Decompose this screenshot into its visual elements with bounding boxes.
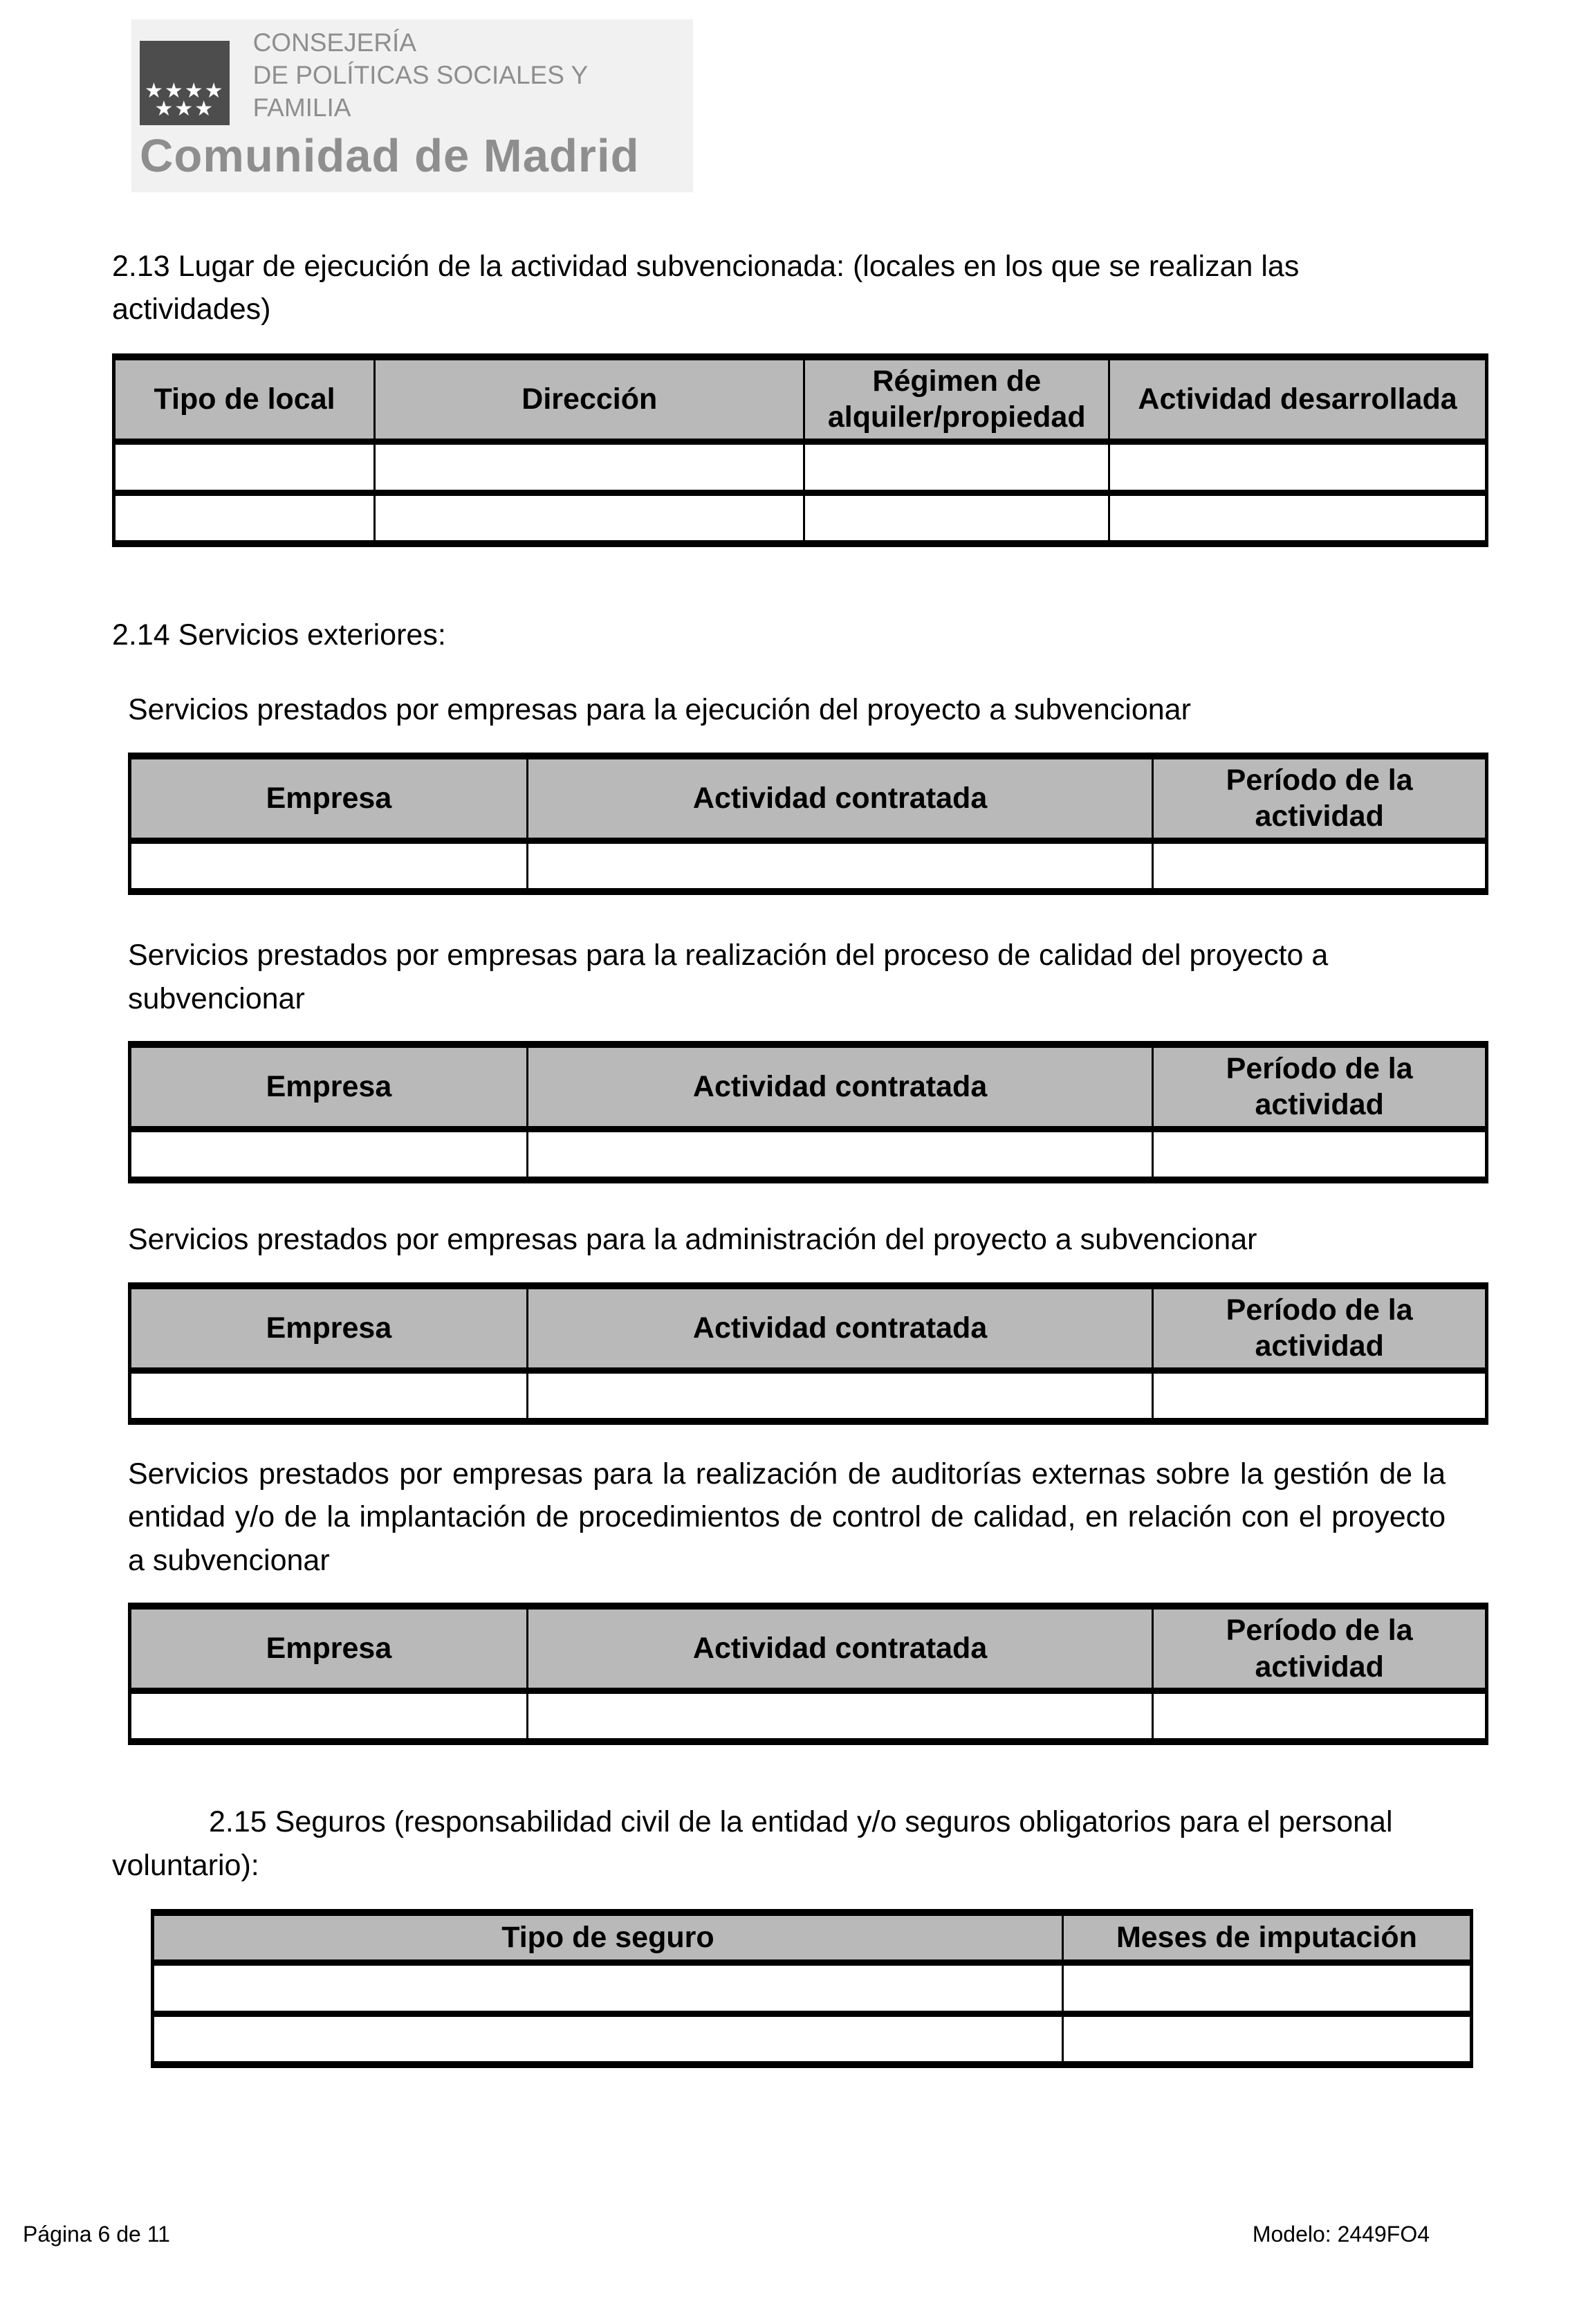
government-name: Comunidad de Madrid: [140, 130, 640, 182]
comunidad-madrid-logo: [131, 19, 693, 192]
section-2-15-heading: 2.15 Seguros (responsabilidad civil de la entidad y/o seguros obligatorios para el personal voluntario):: [112, 1805, 1393, 1882]
footer-model-number: Modelo: 2449FO4: [1252, 2222, 1430, 2247]
footer-page-number: Página 6 de 11: [23, 2222, 170, 2247]
empty-cell: [1153, 1129, 1487, 1180]
empty-cell: [375, 441, 804, 492]
seguros-table: [151, 1909, 1473, 2068]
empresa-header-actividad: Actividad contratada: [527, 756, 1152, 840]
empresa-empty-row: [130, 1370, 1487, 1421]
empty-cell: [130, 1129, 528, 1180]
services-intro-2: Servicios prestados por empresas para la realización del proceso de calidad del proyecto a subvencionar: [128, 939, 1329, 1015]
department-name: [253, 26, 685, 125]
empty-cell: [130, 840, 528, 892]
empresa-empty-row: [130, 1129, 1487, 1180]
empresa-header-actividad: Actividad contratada: [527, 1286, 1152, 1370]
flag-stars-row1: ★★★★: [145, 80, 225, 102]
empty-cell: [1109, 492, 1487, 544]
empresa-header-periodo: Período de la actividad: [1153, 756, 1487, 840]
empresa-header-actividad: Actividad contratada: [527, 1606, 1152, 1690]
locales-header-actividad: Actividad desarrollada: [1109, 357, 1487, 441]
empty-cell: [1062, 1962, 1471, 2013]
empty-cell: [527, 840, 1152, 892]
empresa-table-4: [128, 1603, 1488, 1745]
empresa-header-empresa: Empresa: [130, 1286, 528, 1370]
empty-cell: [1062, 2013, 1471, 2065]
empresa-header-actividad: Actividad contratada: [527, 1044, 1152, 1129]
empresa-header-empresa: Empresa: [130, 1606, 528, 1690]
flag-stars-row2: ★★★: [154, 98, 215, 120]
empty-cell: [153, 1962, 1063, 2013]
empty-cell: [1153, 840, 1487, 892]
empty-cell: [527, 1690, 1152, 1742]
seguros-empty-row: [153, 1962, 1472, 2013]
empresa-header-periodo: Período de la actividad: [1153, 1606, 1487, 1690]
empresa-empty-row: [130, 1690, 1487, 1742]
seguros-header-row: [153, 1912, 1472, 1962]
empty-cell: [527, 1370, 1152, 1421]
seguros-empty-row: [153, 2013, 1472, 2065]
locales-header-regimen: Régimen de alquiler/propiedad: [804, 357, 1109, 441]
section-2-14-heading: 2.14 Servicios exteriores:: [112, 618, 446, 652]
empresa-header-periodo: Período de la actividad: [1153, 1286, 1487, 1370]
empty-cell: [130, 1370, 528, 1421]
empresa-empty-row: [130, 840, 1487, 892]
empresa-header-empresa: Empresa: [130, 1044, 528, 1129]
empresa-table-1: [128, 753, 1488, 895]
empresa-table-3: [128, 1282, 1488, 1425]
empty-cell: [114, 492, 375, 544]
seguros-header-meses: Meses de imputación: [1062, 1912, 1471, 1962]
locales-header-direccion: Dirección: [375, 357, 804, 441]
locales-header-tipo: Tipo de local: [114, 357, 375, 441]
empty-cell: [375, 492, 804, 544]
empresa-header-periodo: Período de la actividad: [1153, 1044, 1487, 1129]
seguros-header-tipo: Tipo de seguro: [153, 1912, 1063, 1962]
empresa-header-empresa: Empresa: [130, 756, 528, 840]
empresa-header-row: [130, 1606, 1487, 1690]
services-intro-1: Servicios prestados por empresas para la ejecución del proyecto a subvencionar: [128, 693, 1191, 727]
madrid-flag-icon: [140, 41, 230, 125]
empresa-header-row: [130, 756, 1487, 840]
locales-empty-row: [114, 441, 1487, 492]
department-line2: DE POLÍTICAS SOCIALES Y FAMILIA: [252, 61, 588, 122]
empty-cell: [114, 441, 375, 492]
services-intro-3: Servicios prestados por empresas para la administración del proyecto a subvencionar: [128, 1223, 1257, 1257]
department-line1: CONSEJERÍA: [252, 28, 417, 57]
empresa-header-row: [130, 1286, 1487, 1370]
empty-cell: [804, 492, 1109, 544]
locales-header-row: [114, 357, 1487, 441]
empty-cell: [804, 441, 1109, 492]
empty-cell: [527, 1129, 1152, 1180]
empresa-table-2: [128, 1041, 1488, 1183]
empty-cell: [1153, 1690, 1487, 1742]
section-2-13-heading: 2.13 Lugar de ejecución de la actividad subvencionada: (locales en los que se realizan las actividades): [112, 250, 1300, 326]
empty-cell: [153, 2013, 1063, 2065]
empresa-header-row: [130, 1044, 1487, 1129]
empty-cell: [1109, 441, 1487, 492]
empty-cell: [1153, 1370, 1487, 1421]
locales-empty-row: [114, 492, 1487, 544]
locales-table: [112, 353, 1488, 547]
empty-cell: [130, 1690, 528, 1742]
services-intro-4: Servicios prestados por empresas para la realización de auditorías externas sobre la gestión de la entidad y/o de la implantación de procedimientos de control de calidad, en relación con el proyecto a subvencionar: [128, 1457, 1446, 1577]
